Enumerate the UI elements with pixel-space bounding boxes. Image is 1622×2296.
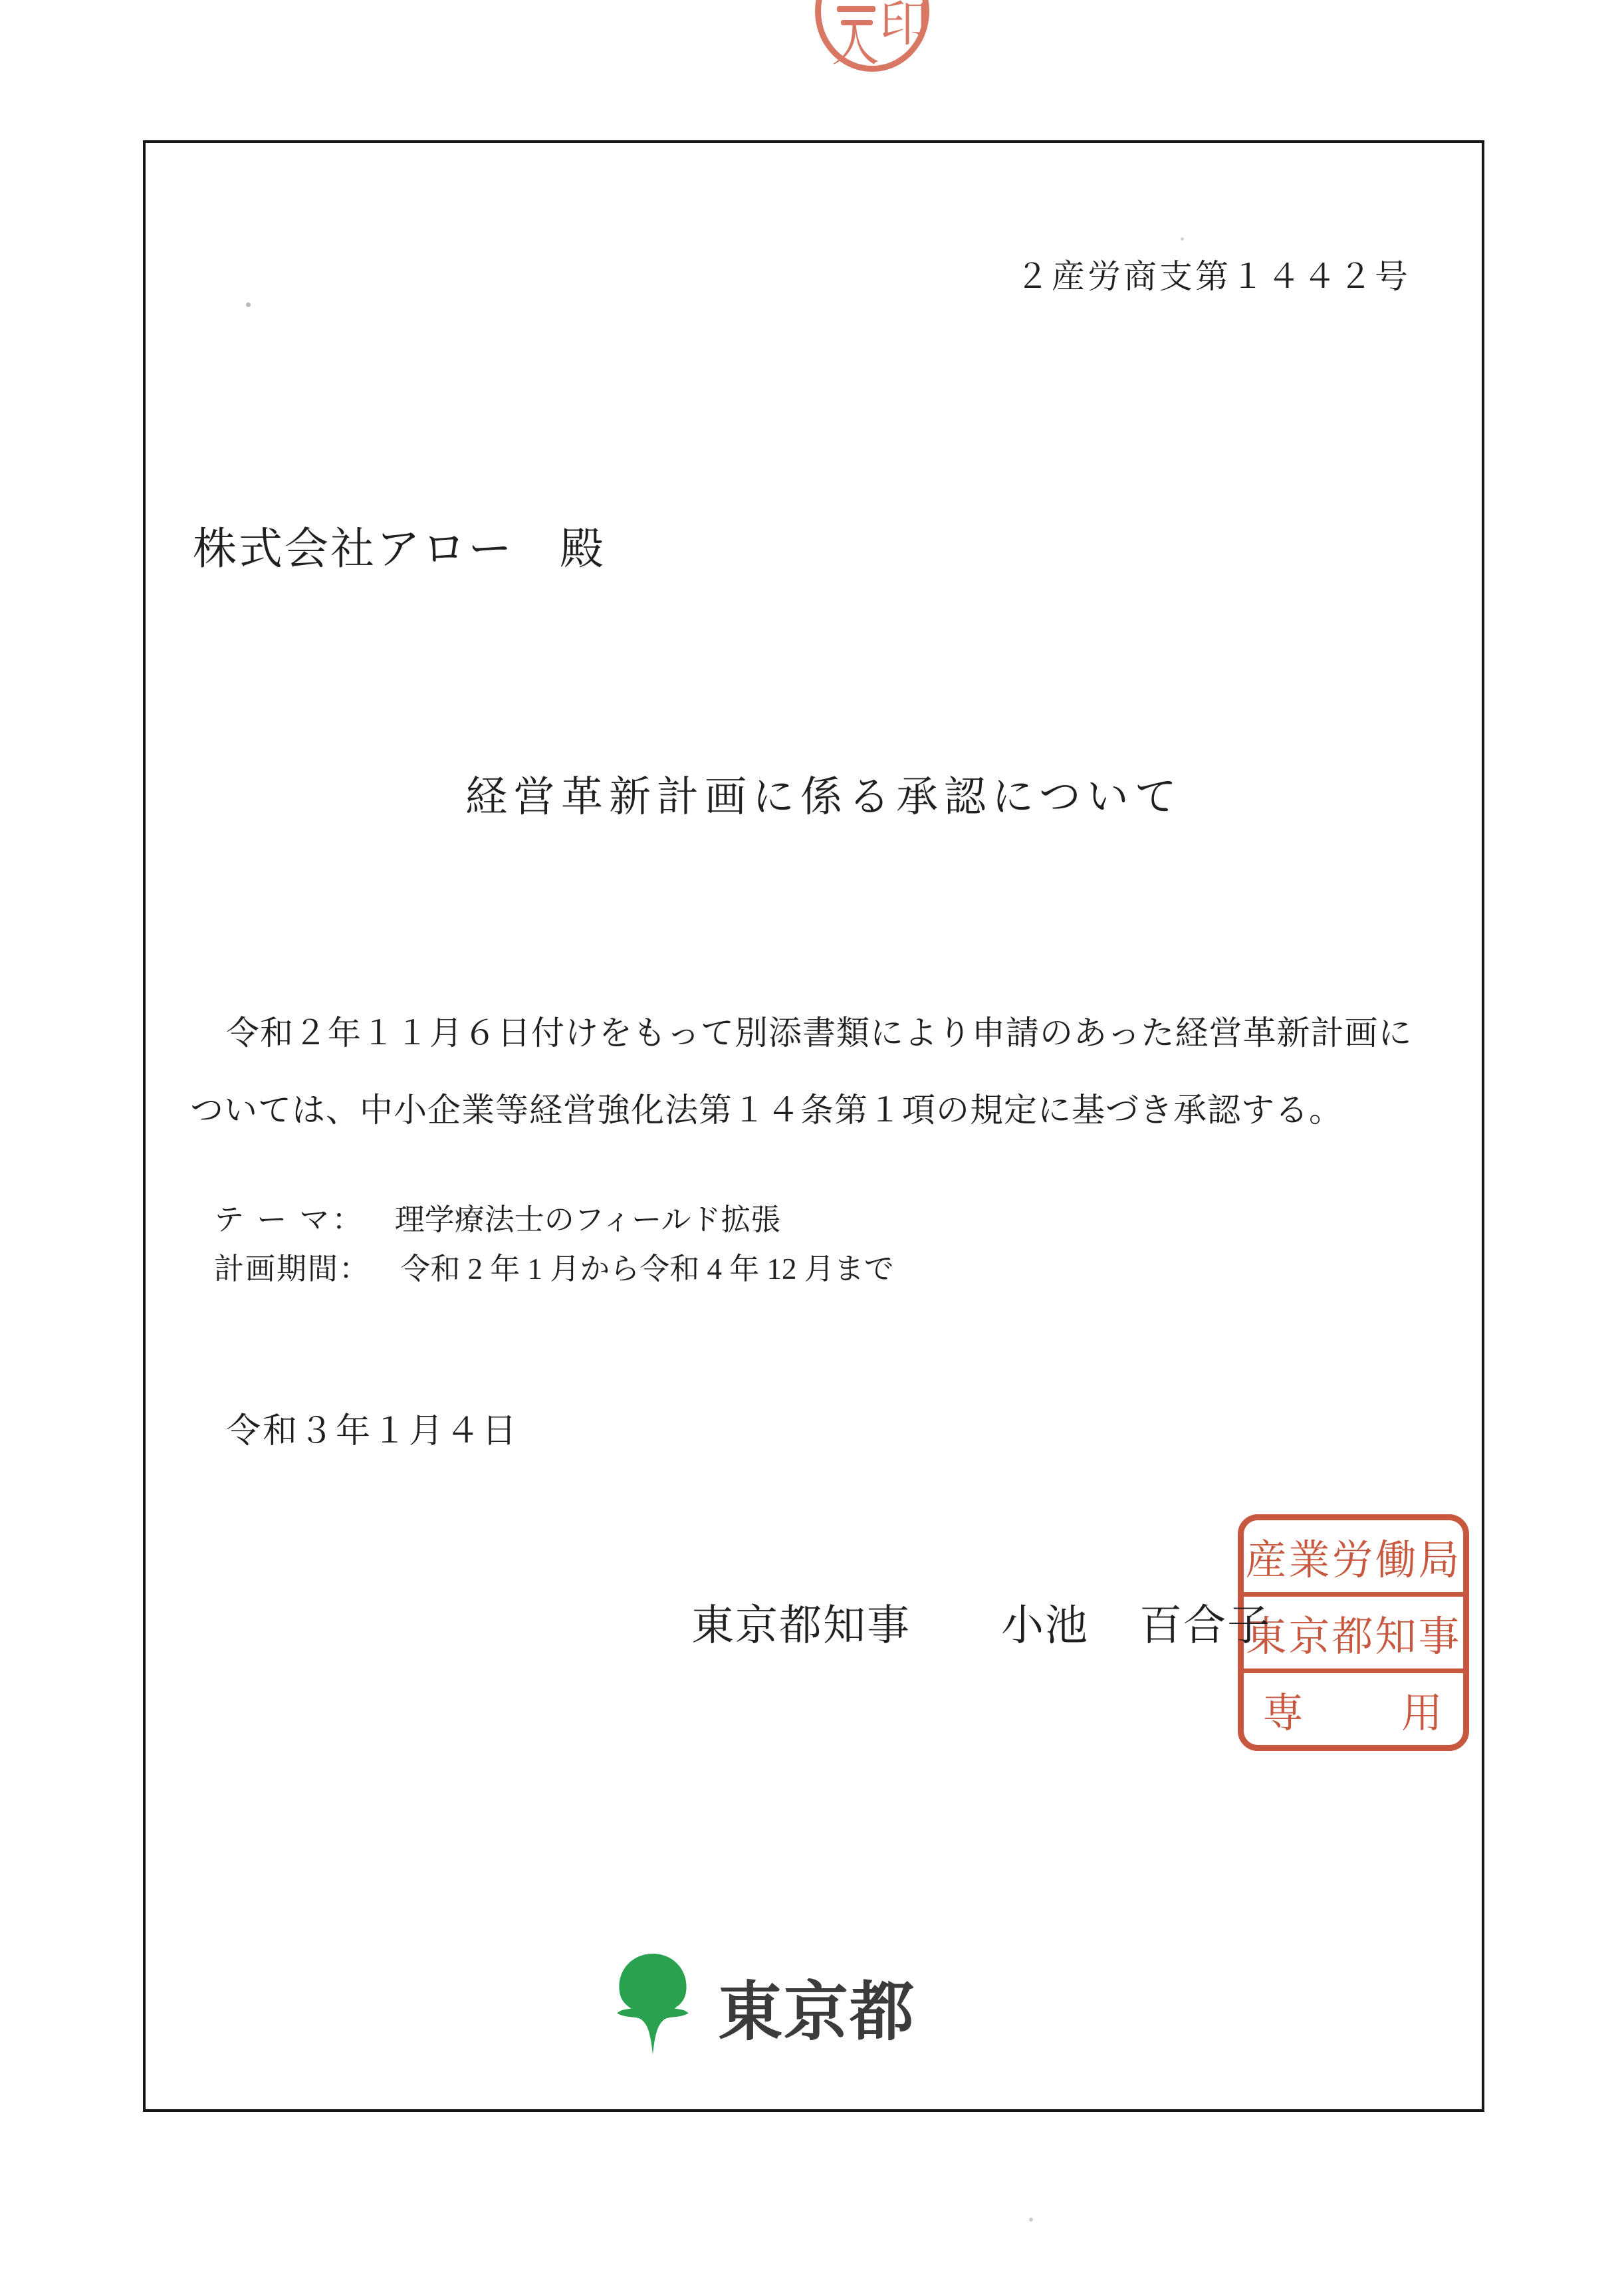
theme-label: テ ー マ： <box>214 1203 365 1236</box>
plan-period-label: 計画期間： <box>214 1252 371 1286</box>
seal-row-governor: 東京都知事 <box>1244 1597 1463 1673</box>
scan-artifact <box>1181 237 1184 241</box>
body-line-2: ついては、中小企業等経営強化法第１４条第１項の規定に基づき承認する。 <box>190 1091 1343 1129</box>
plan-period-line <box>214 1244 894 1288</box>
theme-line <box>214 1195 780 1238</box>
seal-char-left: 専 <box>1262 1690 1306 1736</box>
signer-first-name: 百合子 <box>1139 1602 1271 1649</box>
seal-character-fragment: 印 <box>879 0 929 52</box>
seal-row-bureau: 産業労働局 <box>1244 1520 1463 1597</box>
theme-value: 理学療法士のフィールド拡張 <box>394 1203 781 1236</box>
seal-character-fragment: 人 <box>832 18 880 71</box>
tokyo-logo-text: 東京都 <box>718 1976 915 2048</box>
plan-period-value: 令和 2 年 1 月から令和 4 年 12 月まで <box>400 1252 894 1286</box>
document-number: ２産労商支第１４４２号 <box>1016 258 1411 295</box>
seal-char-right: 用 <box>1401 1690 1445 1736</box>
signer-last-name: 小池 <box>1001 1602 1089 1649</box>
document-title: 経営革新計画に係る承認について <box>465 774 1183 820</box>
issue-date: 令和３年１月４日 <box>226 1413 519 1450</box>
body-line-1: 令和２年１１月６日付けをもって別添書類により申請のあった経営革新計画に <box>226 1014 1413 1052</box>
signer-title: 東京都知事 <box>691 1602 911 1649</box>
addressee: 株式会社アロー 殿 <box>193 525 606 574</box>
ginkgo-leaf-icon <box>613 1952 693 2057</box>
governor-office-seal <box>1238 1514 1469 1751</box>
scan-artifact <box>1029 2218 1033 2222</box>
seal-row-use <box>1244 1673 1463 1745</box>
signature-line <box>691 1591 1271 1653</box>
seal-stroke-fragment <box>837 6 875 12</box>
scan-artifact <box>246 302 251 307</box>
partial-red-seal-top <box>815 0 929 72</box>
